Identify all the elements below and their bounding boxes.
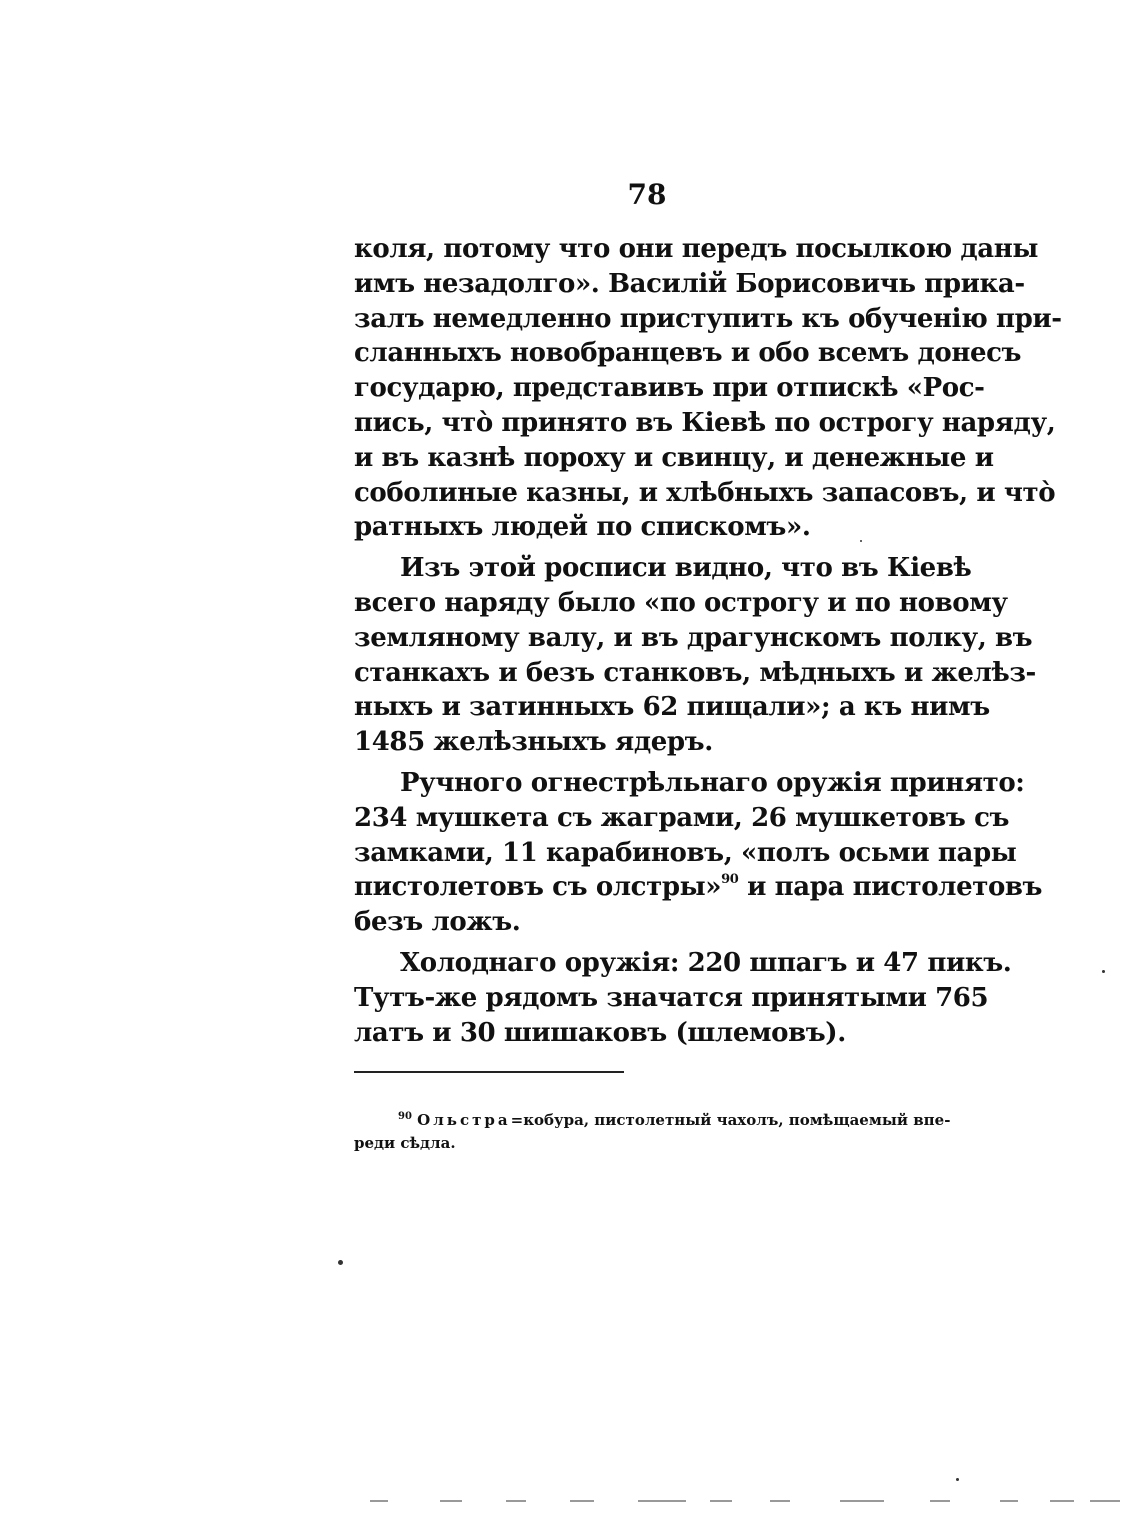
text-line: безъ ложъ. — [354, 907, 521, 938]
text-line: 1485 желѣзныхъ ядеръ. — [354, 727, 713, 758]
scan-mark — [370, 1500, 388, 1502]
text-line: ныхъ и затинныхъ 62 пищали»; а къ нимъ — [354, 692, 990, 723]
text-line: имъ незадолго». Василій Борисовичь прика- — [354, 268, 1025, 299]
text-line-with-footnote-ref — [354, 870, 1043, 905]
text-fragment: и пара пистолетовъ — [747, 872, 1043, 903]
text-line: пись, что̀ принято въ Кіевѣ по острогу наряду, — [354, 407, 1056, 438]
text-line: латъ и 30 шишаковъ (шлемовъ). — [354, 1017, 846, 1048]
text-line: 234 мушкета съ жаграми, 26 мушкетовъ съ — [354, 802, 1010, 833]
scan-mark — [440, 1500, 462, 1502]
page-number: 78 — [627, 178, 667, 211]
scan-mark — [1090, 1500, 1120, 1502]
scan-speck — [956, 1478, 959, 1481]
text-line: соболиные казны, и хлѣбныхъ запасовъ, и что̀ — [354, 477, 1056, 508]
scan-mark — [506, 1500, 526, 1502]
text-line: залъ немедленно приступить къ обученію при- — [354, 303, 1062, 334]
footnote-divider — [354, 1071, 624, 1073]
footnote — [354, 1104, 951, 1156]
scan-mark — [770, 1500, 790, 1502]
footnote-term: Ольстра — [417, 1111, 511, 1129]
text-line: Ручного огнестрѣльнаго оружія принято: — [400, 767, 1025, 798]
text-line: и въ казнѣ пороху и свинцу, и денежные и — [354, 442, 994, 473]
main-text — [354, 232, 1062, 1050]
footnote-number: 90 — [398, 1111, 412, 1122]
text-line: замками, 11 карабиновъ, «полъ осьми пары — [354, 837, 1017, 868]
text-line: всего наряду было «по острогу и по новому — [354, 587, 1008, 618]
scan-speck — [1102, 970, 1105, 973]
footnote-line — [354, 1104, 951, 1130]
text-line: Изъ этой росписи видно, что въ Кіевѣ — [400, 553, 972, 584]
scan-speck — [860, 540, 862, 542]
text-fragment: пистолетовъ съ олстры» — [354, 872, 722, 903]
scan-speck — [338, 1260, 343, 1265]
scan-mark — [840, 1500, 884, 1502]
text-line: сланныхъ новобранцевъ и обо всемъ донесъ — [354, 338, 1022, 369]
text-line: ратныхъ людей по спискомъ». — [354, 512, 811, 543]
scan-mark — [1000, 1500, 1018, 1502]
scan-mark — [638, 1500, 686, 1502]
scan-edge-marks — [370, 1500, 1130, 1504]
footnote-text: =кобура, пистолетный чахолъ, помѣщаемый впе- — [510, 1111, 951, 1129]
text-line: государю, представивъ при отпискѣ «Рос- — [354, 373, 985, 404]
scan-mark — [930, 1500, 950, 1502]
text-line: земляному валу, и въ драгунскомъ полку, въ — [354, 622, 1033, 653]
text-line: коля, потому что они передъ посылкою даны — [354, 234, 1039, 264]
footnote-line: реди сѣдла. — [354, 1134, 456, 1152]
scan-mark — [710, 1500, 732, 1502]
text-line: Тутъ-же рядомъ значатся принятыми 765 — [354, 982, 989, 1013]
scan-mark — [1050, 1500, 1074, 1502]
text-line: станкахъ и безъ станковъ, мѣдныхъ и желѣз- — [354, 657, 1036, 688]
text-line: Холоднаго оружія: 220 шпагъ и 47 пикъ. — [400, 947, 1012, 978]
footnote-reference[interactable]: 90 — [721, 872, 739, 888]
scan-mark — [570, 1500, 594, 1502]
